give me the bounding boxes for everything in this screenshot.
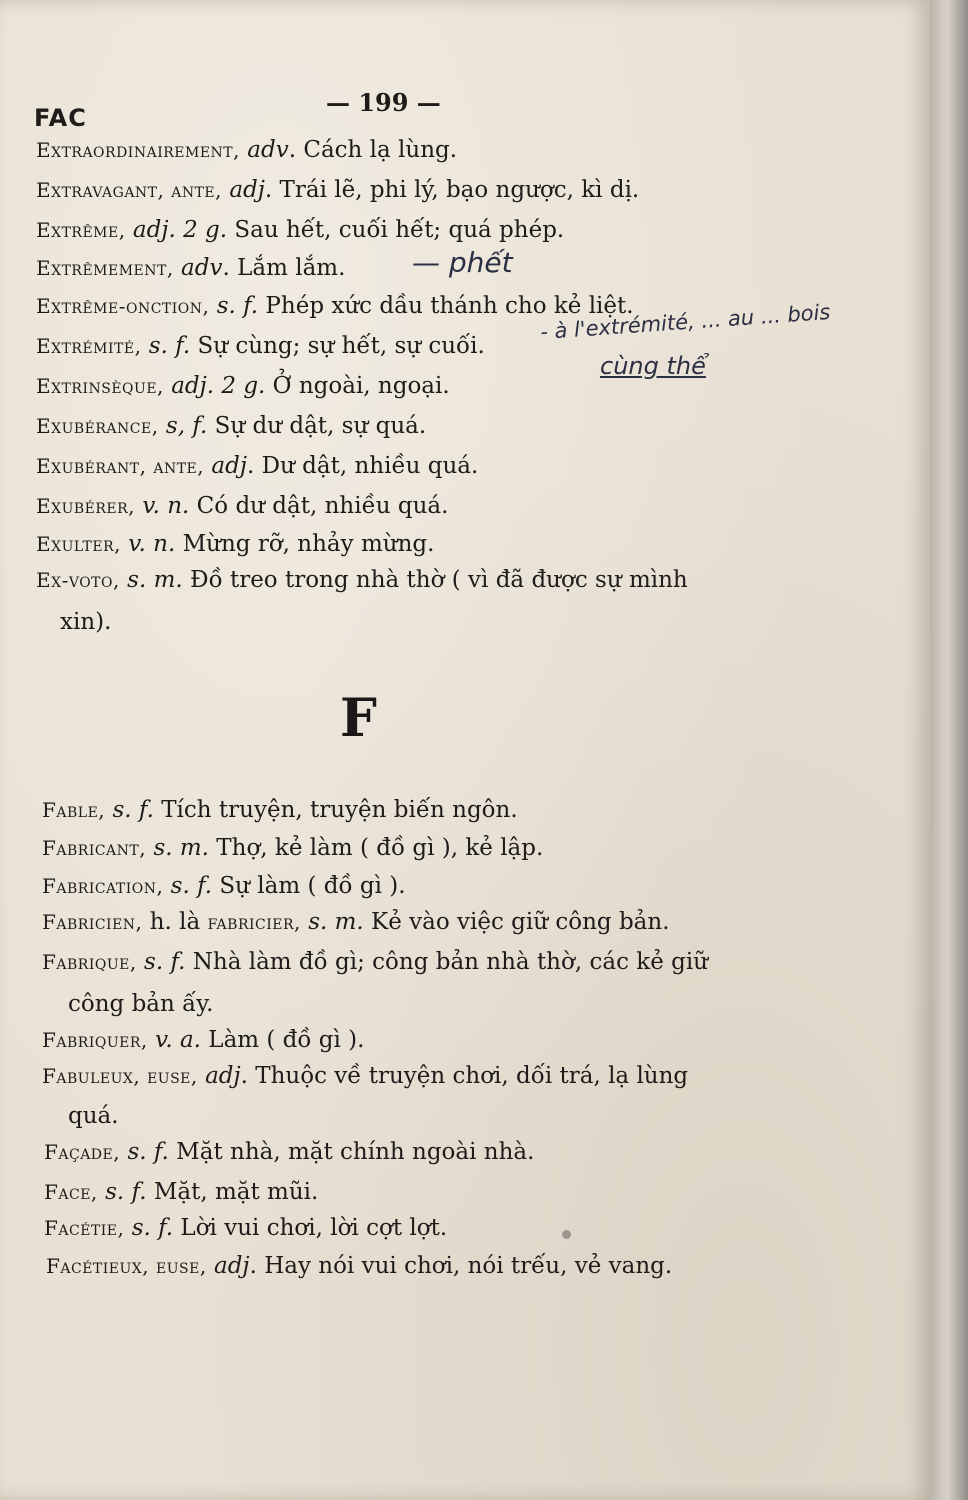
definition-text: Sự làm ( đồ gì ). bbox=[212, 873, 406, 899]
page-number: — 199 — bbox=[326, 88, 441, 117]
entry-line bbox=[36, 412, 426, 440]
entry-line bbox=[46, 1252, 672, 1280]
definition-text: Làm ( đồ gì ). bbox=[200, 1027, 365, 1053]
entry-line bbox=[42, 908, 670, 936]
definition-text: Mặt, mặt mũi. bbox=[146, 1179, 319, 1205]
grammar-tag: adj bbox=[211, 453, 247, 479]
headword: Fabrication, bbox=[42, 874, 164, 898]
definition-text: xin). bbox=[60, 609, 112, 635]
handwritten-note: — phết bbox=[412, 246, 513, 279]
definition-text: . Thuộc về truyện chơi, dối trá, lạ lùng bbox=[240, 1063, 689, 1089]
definition-text: Có dư dật, nhiều quá. bbox=[189, 493, 449, 519]
definition-text: quá. bbox=[68, 1103, 119, 1129]
grammar-tag: s. f. bbox=[216, 293, 259, 319]
headword: Extravagant, ante, bbox=[36, 178, 223, 202]
handwritten-note: - à l'extrémité, ... au ... bois bbox=[539, 299, 832, 345]
grammar-tag: s. f. bbox=[112, 797, 154, 823]
grammar-tag: s. f. bbox=[127, 1139, 169, 1165]
grammar-tag: s. m. bbox=[300, 909, 364, 935]
entry-line bbox=[42, 834, 543, 862]
headword: Exubérer, bbox=[36, 494, 136, 518]
entry-line bbox=[36, 176, 639, 204]
headword: Extrême, bbox=[36, 218, 126, 242]
grammar-tag: v. n. bbox=[128, 531, 176, 557]
definition-text: . Trái lẽ, phi lý, bạo ngược, kì dị. bbox=[264, 177, 640, 203]
definition-text: Lời vui chơi, lời cợt lợt. bbox=[173, 1215, 448, 1241]
definition-text: Mặt nhà, mặt chính ngoài nhà. bbox=[168, 1139, 535, 1165]
definition-text: Đồ treo trong nhà thờ ( vì đã được sự mình bbox=[182, 567, 688, 593]
headword: fabricier, bbox=[207, 910, 301, 934]
entry-line bbox=[36, 292, 634, 320]
entry-line bbox=[44, 1138, 534, 1166]
grammar-tag: s. f. bbox=[105, 1179, 147, 1205]
entry-line bbox=[68, 1102, 119, 1130]
grammar-tag: v. n. bbox=[142, 493, 190, 519]
entry-line bbox=[42, 872, 406, 900]
headword: Fable, bbox=[42, 798, 106, 822]
headword: Face, bbox=[44, 1180, 98, 1204]
grammar-tag: s. m. bbox=[153, 835, 209, 861]
entry-line bbox=[36, 492, 448, 520]
headword: Exubérant, ante, bbox=[36, 454, 205, 478]
entry-line bbox=[42, 796, 518, 824]
definition-text: Sau hết, cuối hết; quá phép. bbox=[227, 217, 565, 243]
definition-text: Sự cùng; sự hết, sự cuối. bbox=[190, 333, 485, 359]
definition-text: . Dư dật, nhiều quá. bbox=[247, 453, 479, 479]
entry-line bbox=[60, 608, 111, 636]
definition-text: Tích truyện, truyện biến ngôn. bbox=[153, 797, 518, 823]
grammar-tag: s. f. bbox=[170, 873, 213, 899]
headword: Fabriquer, bbox=[42, 1028, 148, 1052]
headword: Fabricien, bbox=[42, 910, 143, 934]
entry-line bbox=[36, 136, 457, 164]
entry-line bbox=[36, 332, 485, 360]
headword: Exulter, bbox=[36, 532, 121, 556]
headword: Extrémité, bbox=[36, 334, 142, 358]
entry-line bbox=[42, 1062, 688, 1090]
page-stack-edge bbox=[930, 0, 968, 1500]
grammar-tag: adj bbox=[205, 1063, 241, 1089]
headword: Extrême-onction, bbox=[36, 294, 210, 318]
definition-text: h. là bbox=[149, 909, 208, 935]
headword: Fabuleux, euse, bbox=[42, 1064, 198, 1088]
headword: Exubérance, bbox=[36, 414, 159, 438]
entry-line bbox=[36, 372, 450, 400]
headword: Facétieux, euse, bbox=[46, 1254, 207, 1278]
definition-text: Kẻ vào việc giữ công bản. bbox=[363, 909, 670, 935]
definition-text: Mừng rỡ, nhảy mừng. bbox=[175, 531, 435, 557]
entry-line bbox=[68, 990, 213, 1018]
entry-line bbox=[36, 530, 434, 558]
running-header: FAC bbox=[34, 104, 87, 132]
entry-line bbox=[36, 452, 478, 480]
grammar-tag: adj. 2 g. bbox=[132, 217, 228, 243]
definition-text: . Cách lạ lùng. bbox=[288, 137, 458, 163]
entry-line bbox=[36, 566, 688, 594]
grammar-tag: s, f. bbox=[165, 413, 208, 439]
entry-line bbox=[42, 1026, 364, 1054]
definition-text: . Hay nói vui chơi, nói trếu, vẻ vang. bbox=[249, 1253, 673, 1279]
definition-text: Sự dư dật, sự quá. bbox=[207, 413, 427, 439]
headword: Ex-voto, bbox=[36, 568, 120, 592]
headword: Facétie, bbox=[44, 1216, 125, 1240]
page-speck bbox=[562, 1230, 571, 1239]
definition-text: Ở ngoài, ngoại. bbox=[265, 373, 450, 399]
grammar-tag: s. f. bbox=[131, 1215, 174, 1241]
grammar-tag: v. a. bbox=[155, 1027, 201, 1053]
headword: Fabrique, bbox=[42, 950, 137, 974]
definition-text: . Lắm lắm. bbox=[222, 255, 346, 281]
entry-line bbox=[36, 216, 564, 244]
grammar-tag: adv bbox=[247, 137, 289, 163]
definition-text: Phép xức dầu thánh cho kẻ liệt. bbox=[258, 293, 634, 319]
headword: Extraordinairement, bbox=[36, 138, 240, 162]
grammar-tag: adv bbox=[181, 255, 223, 281]
headword: Fabricant, bbox=[42, 836, 147, 860]
definition-text: Nhà làm đồ gì; công bản nhà thờ, các kẻ giữ bbox=[185, 949, 709, 975]
grammar-tag: s. m. bbox=[127, 567, 183, 593]
entry-line bbox=[36, 254, 345, 282]
grammar-tag: s. f. bbox=[148, 333, 191, 359]
headword: Extrêmement, bbox=[36, 256, 174, 280]
grammar-tag: s. f. bbox=[144, 949, 186, 975]
grammar-tag: adj bbox=[214, 1253, 250, 1279]
headword: Extrinsèque, bbox=[36, 374, 164, 398]
definition-text: Thợ, kẻ làm ( đồ gì ), kẻ lập. bbox=[208, 835, 544, 861]
section-letter: F bbox=[340, 688, 377, 749]
entry-line bbox=[44, 1178, 318, 1206]
definition-text: công bản ấy. bbox=[68, 991, 214, 1017]
headword: Façade, bbox=[44, 1140, 121, 1164]
grammar-tag: adj bbox=[229, 177, 265, 203]
entry-line bbox=[42, 948, 708, 976]
entry-line bbox=[44, 1214, 447, 1242]
grammar-tag: adj. 2 g. bbox=[171, 373, 266, 399]
handwritten-note: cùng thể bbox=[600, 352, 706, 380]
